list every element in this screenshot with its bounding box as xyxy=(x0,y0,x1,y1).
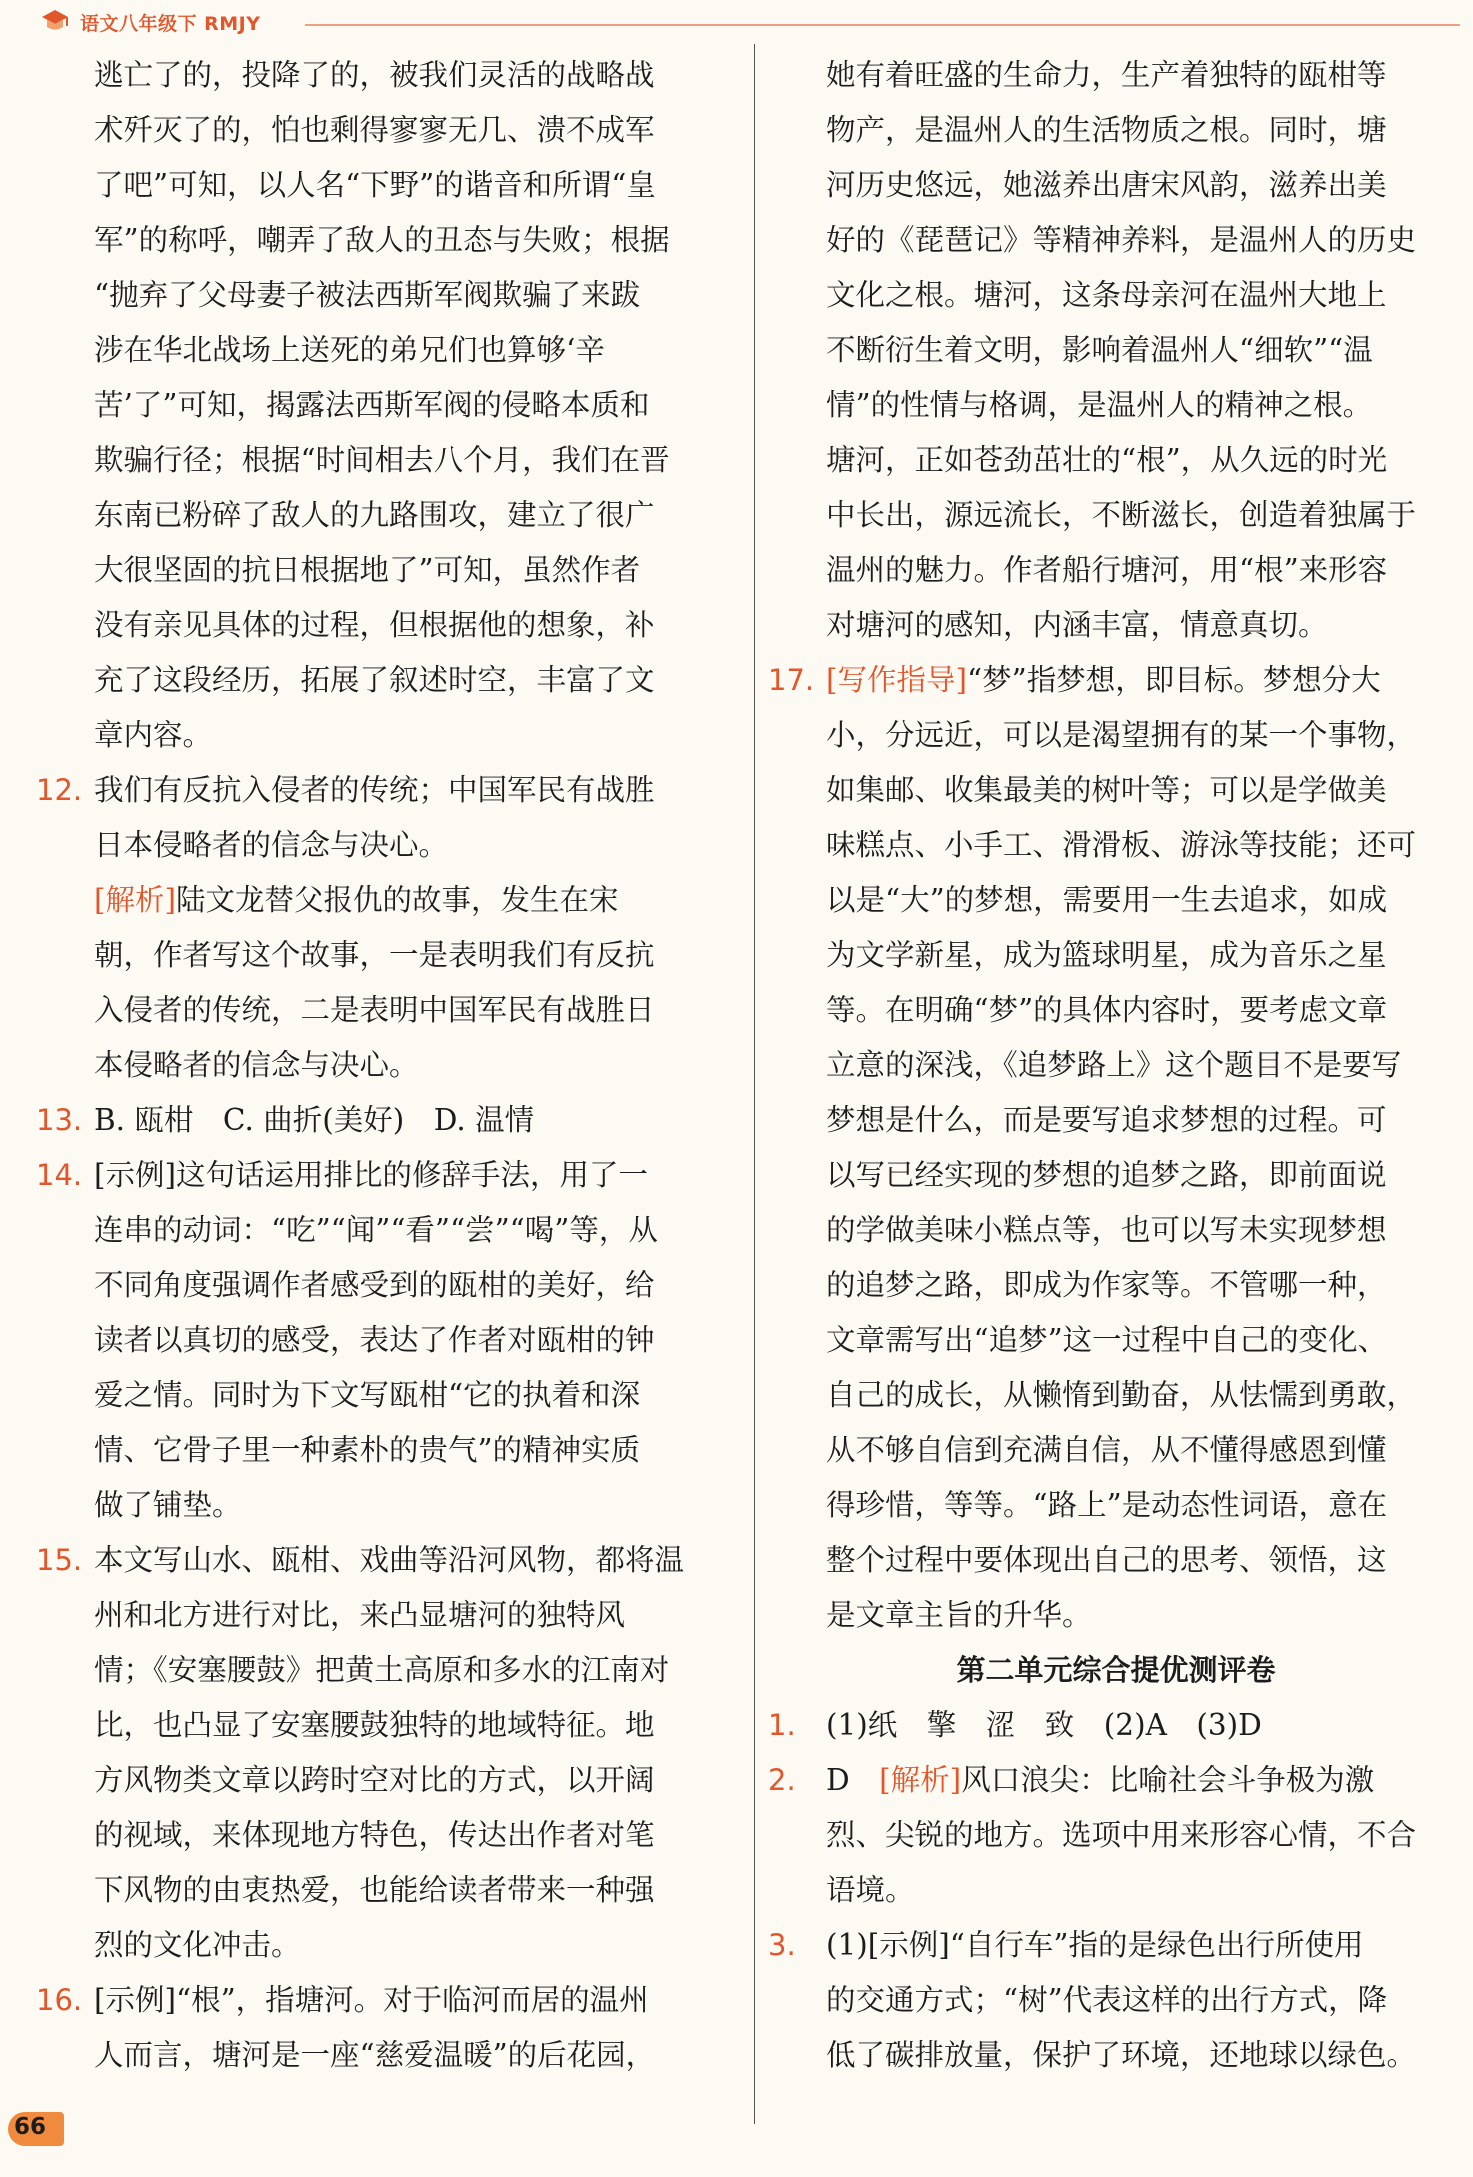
text-line xyxy=(36,268,712,323)
line-text: 读者以真切的感受，表达了作者对瓯柑的钟 xyxy=(94,1323,655,1357)
text-line xyxy=(768,2028,1444,2083)
question-number: 14. xyxy=(36,1158,83,1192)
column-divider xyxy=(754,44,755,2124)
header-rule xyxy=(305,24,1460,26)
text-line xyxy=(36,1698,712,1753)
header-title: 语文八年级下 RMJY xyxy=(80,13,261,35)
line-text: 是文章主旨的升华。 xyxy=(826,1598,1092,1632)
page-number: 66 xyxy=(14,2114,47,2140)
line-text: 连串的动词：“吃”“闻”“看”“尝”“喝”等，从 xyxy=(94,1213,658,1247)
line-text: 好的《琵琶记》等精神养料，是温州人的历史 xyxy=(826,223,1417,257)
line-text: 梦想是什么，而是要写追求梦想的过程。可 xyxy=(826,1103,1387,1137)
line-text: 从不够自信到充满自信，从不懂得感恩到懂 xyxy=(826,1433,1387,1467)
text-line xyxy=(36,1588,712,1643)
line-text: 大很坚固的抗日根据地了”可知，虽然作者 xyxy=(94,553,641,587)
line-text: 的交通方式；“树”代表这样的出行方式，降 xyxy=(826,1983,1388,2017)
line-text: 东南已粉碎了敌人的九路围攻，建立了很广 xyxy=(94,498,655,532)
text-line xyxy=(768,268,1444,323)
line-text: 比，也凸显了安塞腰鼓独特的地域特征。地 xyxy=(94,1708,655,1742)
question-number: 2. xyxy=(768,1763,796,1797)
text-line xyxy=(36,1643,712,1698)
text-line xyxy=(768,983,1444,1038)
text-line xyxy=(36,378,712,433)
text-line xyxy=(768,1753,1444,1808)
line-text: 人而言，塘河是一座“慈爱温暖”的后花园， xyxy=(94,2038,656,2072)
text-line xyxy=(36,708,712,763)
line-text: 了吧”可知，以人名“下野”的谐音和所谓“皇 xyxy=(94,168,656,202)
text-line xyxy=(768,763,1444,818)
text-line xyxy=(768,213,1444,268)
line-text: B. 瓯柑 C. 曲折(美好) D. 温情 xyxy=(94,1103,535,1137)
text-line xyxy=(36,1258,712,1313)
text-line xyxy=(36,1423,712,1478)
question-number: 12. xyxy=(36,773,83,807)
line-text: 得珍惜，等等。“路上”是动态性词语，意在 xyxy=(826,1488,1388,1522)
line-text: 语境。 xyxy=(826,1873,915,1907)
text-line xyxy=(768,1533,1444,1588)
line-text: 州和北方进行对比，来凸显塘河的独特风 xyxy=(94,1598,626,1632)
line-text: (1)[示例]“自行车”指的是绿色出行所使用 xyxy=(826,1928,1364,1962)
text-line xyxy=(36,488,712,543)
line-text: 为文学新星，成为篮球明星，成为音乐之星 xyxy=(826,938,1387,972)
text-line xyxy=(768,1423,1444,1478)
line-text: 没有亲见具体的过程，但根据他的想象，补 xyxy=(94,608,655,642)
text-line xyxy=(768,1258,1444,1313)
book-cap-icon xyxy=(40,8,70,32)
question-number: 3. xyxy=(768,1928,796,1962)
line-text: 苦’了”可知，揭露法西斯军阀的侵略本质和 xyxy=(94,388,650,422)
line-text: 的学做美味小糕点等，也可以写未实现梦想 xyxy=(826,1213,1387,1247)
text-line xyxy=(768,1698,1444,1753)
line-text: 温州的魅力。作者船行塘河，用“根”来形容 xyxy=(826,553,1388,587)
text-line xyxy=(36,1038,712,1093)
text-line xyxy=(36,158,712,213)
line-text: 味糕点、小手工、滑滑板、游泳等技能；还可 xyxy=(826,828,1417,862)
line-text: 方风物类文章以跨时空对比的方式，以开阔 xyxy=(94,1763,655,1797)
text-line xyxy=(768,1203,1444,1258)
line-text: 烈、尖锐的地方。选项中用来形容心情，不合 xyxy=(826,1818,1417,1852)
line-text: [示例]这句话运用排比的修辞手法，用了一 xyxy=(94,1158,649,1192)
line-text: 做了铺垫。 xyxy=(94,1488,242,1522)
analysis-tag: [解析] xyxy=(879,1763,962,1797)
line-text: 日本侵略者的信念与决心。 xyxy=(94,828,449,862)
line-text: 以写已经实现的梦想的追梦之路，即前面说 xyxy=(826,1158,1387,1192)
text-line xyxy=(768,1093,1444,1148)
question-number: 17. xyxy=(768,663,815,697)
text-line xyxy=(36,653,712,708)
text-line xyxy=(36,598,712,653)
question-number: 15. xyxy=(36,1543,83,1577)
line-text: 文化之根。塘河，这条母亲河在温州大地上 xyxy=(826,278,1387,312)
text-line xyxy=(768,1808,1444,1863)
text-line xyxy=(36,818,712,873)
text-line xyxy=(36,48,712,103)
line-text: 中长出，源远流长，不断滋长，创造着独属于 xyxy=(826,498,1417,532)
line-text: 涉在华北战场上送死的弟兄们也算够‘辛 xyxy=(94,333,605,367)
line-text: 逃亡了的，投降了的，被我们灵活的战略战 xyxy=(94,58,655,92)
line-text: 河历史悠远，她滋养出唐宋风韵，滋养出美 xyxy=(826,168,1387,202)
text-line xyxy=(36,1313,712,1368)
line-text: 如集邮、收集最美的树叶等；可以是学做美 xyxy=(826,773,1387,807)
line-text: [示例]“根”，指塘河。对于临河而居的温州 xyxy=(94,1983,649,2017)
line-text: 自己的成长，从懒惰到勤奋，从怯懦到勇敢， xyxy=(826,1378,1417,1412)
right-column xyxy=(768,48,1444,2083)
text-line xyxy=(768,653,1444,708)
text-line xyxy=(36,1368,712,1423)
line-text: 不断衍生着文明，影响着温州人“细软”“温 xyxy=(826,333,1373,367)
text-line xyxy=(36,1533,712,1588)
text-line xyxy=(768,598,1444,653)
line-text: 的追梦之路，即成为作家等。不管哪一种， xyxy=(826,1268,1387,1302)
line-text: 的视域，来体现地方特色，传达出作者对笔 xyxy=(94,1818,655,1852)
line-text: 本侵略者的信念与决心。 xyxy=(94,1048,419,1082)
line-text: 物产，是温州人的生活物质之根。同时，塘 xyxy=(826,113,1387,147)
text-line xyxy=(768,1368,1444,1423)
line-text: 本文写山水、瓯柑、戏曲等沿河风物，都将温 xyxy=(94,1543,685,1577)
text-line xyxy=(36,1808,712,1863)
text-line xyxy=(768,708,1444,763)
line-text: 章内容。 xyxy=(94,718,213,752)
text-line xyxy=(768,1973,1444,2028)
line-text: 等。在明确“梦”的具体内容时，要考虑文章 xyxy=(826,993,1388,1027)
line-text: 术歼灭了的，怕也剩得寥寥无几、溃不成军 xyxy=(94,113,655,147)
line-text: 小，分远近，可以是渴望拥有的某一个事物， xyxy=(826,718,1417,752)
line-text: 她有着旺盛的生命力，生产着独特的瓯柑等 xyxy=(826,58,1387,92)
line-text: 烈的文化冲击。 xyxy=(94,1928,301,1962)
line-text: 爱之情。同时为下文写瓯柑“它的执着和深 xyxy=(94,1378,641,1412)
page-number-badge xyxy=(0,2106,66,2152)
page-header xyxy=(40,8,1460,35)
line-text: 欺骗行径；根据“时间相去八个月，我们在晋 xyxy=(94,443,670,477)
text-line xyxy=(768,1918,1444,1973)
line-text: 以是“大”的梦想，需要用一生去追求，如成 xyxy=(826,883,1388,917)
text-line xyxy=(36,323,712,378)
text-line xyxy=(768,1588,1444,1643)
text-line xyxy=(768,1038,1444,1093)
text-line xyxy=(768,928,1444,983)
text-line xyxy=(768,818,1444,873)
text-line xyxy=(36,928,712,983)
line-text: 入侵者的传统，二是表明中国军民有战胜日 xyxy=(94,993,655,1027)
line-text: 低了碳排放量，保护了环境，还地球以绿色。 xyxy=(826,2038,1417,2072)
line-text: 风口浪尖：比喻社会斗争极为激 xyxy=(961,1763,1375,1797)
text-line xyxy=(36,1863,712,1918)
text-line xyxy=(768,873,1444,928)
line-text: 情、它骨子里一种素朴的贵气”的精神实质 xyxy=(94,1433,641,1467)
text-line xyxy=(768,378,1444,433)
question-number: 16. xyxy=(36,1983,83,2017)
text-line xyxy=(768,543,1444,598)
text-line xyxy=(768,433,1444,488)
line-text: 朝，作者写这个故事，一是表明我们有反抗 xyxy=(94,938,655,972)
line-text: 立意的深浅，《追梦路上》这个题目不是要写 xyxy=(826,1048,1402,1082)
line-text: 我们有反抗入侵者的传统；中国军民有战胜 xyxy=(94,773,655,807)
text-line xyxy=(36,213,712,268)
text-line xyxy=(36,543,712,598)
text-line xyxy=(768,1313,1444,1368)
text-line xyxy=(36,1148,712,1203)
line-text: D xyxy=(826,1763,880,1797)
text-line xyxy=(36,983,712,1038)
analysis-tag: [写作指导] xyxy=(826,663,968,697)
text-line xyxy=(768,158,1444,213)
analysis-tag: [解析] xyxy=(94,883,177,917)
section-title: 第二单元综合提优测评卷 xyxy=(956,1653,1276,1687)
line-text: 文章需写出“追梦”这一过程中自己的变化、 xyxy=(826,1323,1388,1357)
text-line xyxy=(768,1863,1444,1918)
text-line xyxy=(768,1478,1444,1533)
text-line xyxy=(768,1148,1444,1203)
text-line xyxy=(36,873,712,928)
line-text: 整个过程中要体现出自己的思考、领悟，这 xyxy=(826,1543,1387,1577)
line-text: 塘河，正如苍劲茁壮的“根”，从久远的时光 xyxy=(826,443,1388,477)
text-line xyxy=(768,48,1444,103)
text-line xyxy=(36,1478,712,1533)
line-text: 充了这段经历，拓展了叙述时空，丰富了文 xyxy=(94,663,655,697)
line-text: 下风物的由衷热爱，也能给读者带来一种强 xyxy=(94,1873,655,1907)
line-text: “梦”指梦想，即目标。梦想分大 xyxy=(967,663,1381,697)
text-line xyxy=(768,323,1444,378)
text-line xyxy=(36,1093,712,1148)
text-line xyxy=(36,1203,712,1258)
text-line xyxy=(36,1973,712,2028)
line-text: (1)纸 擎 涩 致 (2)A (3)D xyxy=(826,1708,1262,1742)
line-text: 情；《安塞腰鼓》把黄土高原和多水的江南对 xyxy=(94,1653,670,1687)
line-text: 军”的称呼，嘲弄了敌人的丑态与失败；根据 xyxy=(94,223,670,257)
text-line xyxy=(768,103,1444,158)
text-line xyxy=(36,103,712,158)
text-line xyxy=(36,2028,712,2083)
line-text: “抛弃了父母妻子被法西斯军阀欺骗了来跋 xyxy=(94,278,641,312)
text-line xyxy=(36,763,712,818)
text-line xyxy=(768,488,1444,543)
line-text: 陆文龙替父报仇的故事，发生在宋 xyxy=(176,883,619,917)
text-line xyxy=(36,1753,712,1808)
text-line xyxy=(36,1918,712,1973)
line-text: 情”的性情与格调，是温州人的精神之根。 xyxy=(826,388,1373,422)
line-text: 对塘河的感知，内涵丰富，情意真切。 xyxy=(826,608,1328,642)
question-number: 13. xyxy=(36,1103,83,1137)
left-column xyxy=(36,48,712,2083)
question-number: 1. xyxy=(768,1708,796,1742)
text-line xyxy=(36,433,712,488)
line-text: 不同角度强调作者感受到的瓯柑的美好，给 xyxy=(94,1268,655,1302)
